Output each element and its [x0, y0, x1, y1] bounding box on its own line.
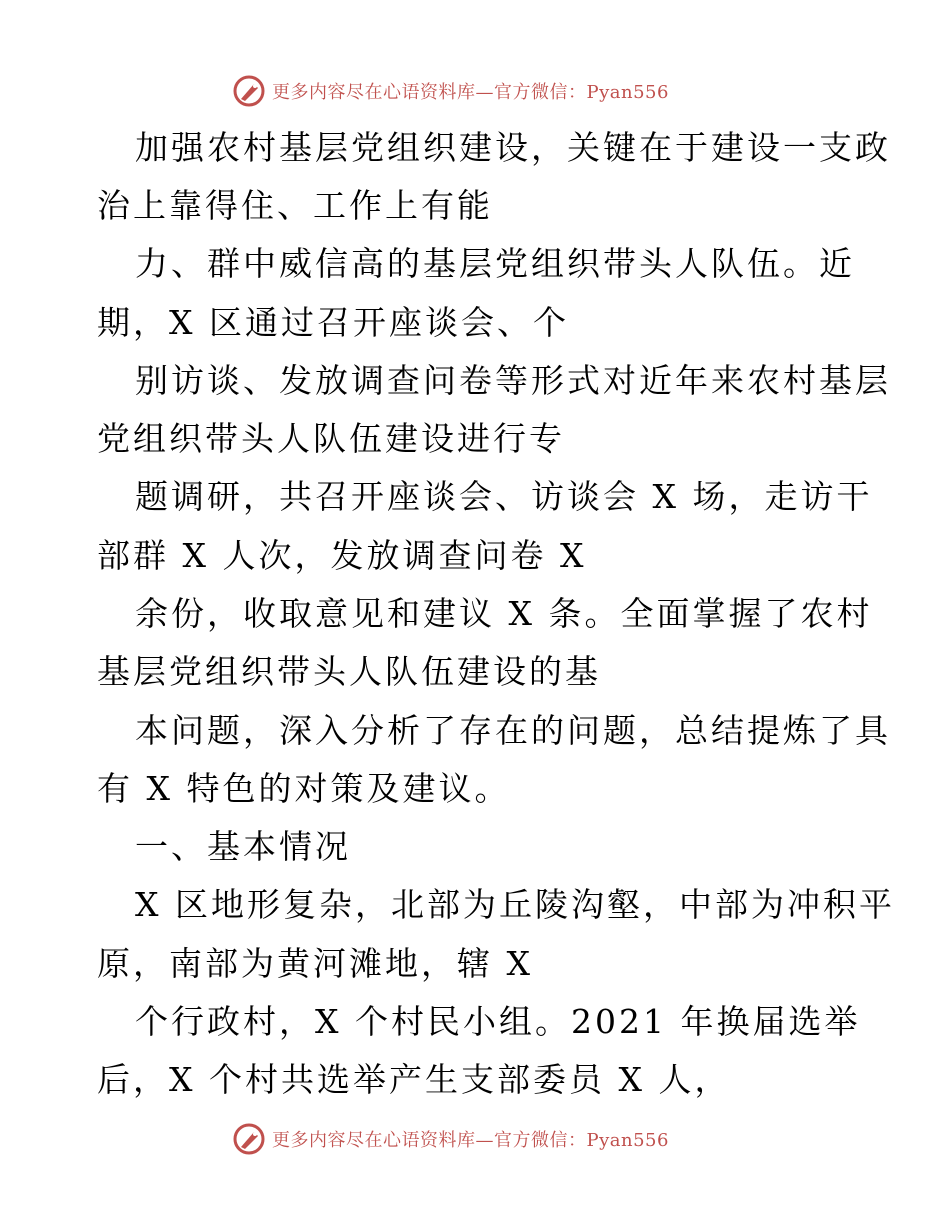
text-line: 力、群中威信高的基层党组织带头人队伍。近 [135, 244, 855, 283]
text-line: 治上靠得住、工作上有能 [97, 186, 493, 225]
text-line: 党组织带头人队伍建设进行专 [97, 419, 565, 458]
text-line: 余份，收取意见和建议 X 条。全面掌握了农村 [135, 594, 873, 633]
text-line: 本问题，深入分析了存在的问题，总结提炼了具 [135, 711, 891, 750]
text-line: 个行政村，X 个村民小组。2021 年换届选举 [135, 1002, 861, 1041]
text-line: X 区地形复杂，北部为丘陵沟壑，中部为冲积平 [135, 885, 895, 924]
text-line: 期，X 区通过召开座谈会、个 [97, 303, 569, 342]
footer-watermark [232, 1119, 669, 1159]
text-line: 原，南部为黄河滩地，辖 X [97, 944, 533, 983]
section-heading: 一、基本情况 [135, 827, 351, 866]
watermark-text: 更多内容尽在心语资料库—官方微信：Pyan556 [272, 1130, 669, 1151]
text-line: 后，X 个村共选举产生支部委员 X 人， [97, 1060, 731, 1099]
header-watermark [232, 71, 669, 111]
text-line: 有 X 特色的对策及建议。 [97, 769, 511, 808]
text-line: 基层党组织带头人队伍建设的基 [97, 652, 601, 691]
text-line: 题调研，共召开座谈会、访谈会 X 场，走访干 [135, 477, 873, 516]
text-line: 加强农村基层党组织建设，关键在于建设一支政 [135, 128, 891, 167]
watermark-text: 更多内容尽在心语资料库—官方微信：Pyan556 [272, 82, 669, 103]
pen-nib-logo-icon [232, 74, 266, 108]
text-line: 部群 X 人次，发放调查问卷 X [97, 536, 587, 575]
text-line: 别访谈、发放调查问卷等形式对近年来农村基层 [135, 361, 891, 400]
pen-nib-logo-icon [232, 1122, 266, 1156]
